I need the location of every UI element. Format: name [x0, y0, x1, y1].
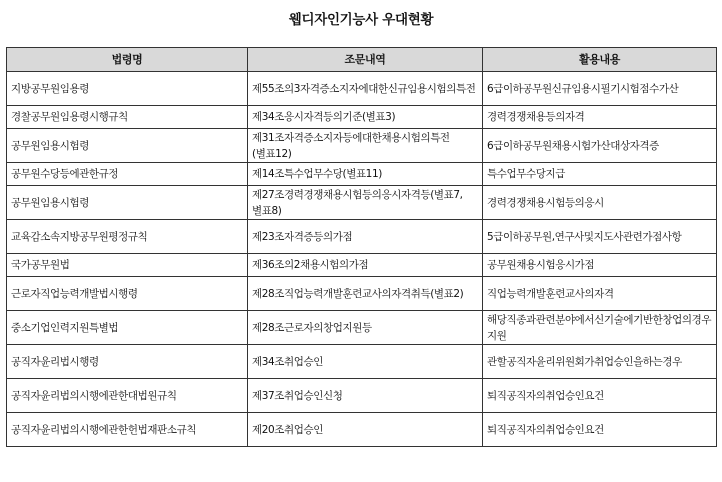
cell-law-name: 공무원임용시험령 — [7, 186, 248, 220]
cell-usage: 직업능력개발훈련교사의자격 — [483, 277, 717, 311]
cell-usage: 관할공직자윤리위원회가취업승인을하는경우 — [483, 345, 717, 379]
table-row — [7, 72, 717, 106]
table-row — [7, 129, 717, 163]
cell-usage: 경력경쟁채용시험등의응시 — [483, 186, 717, 220]
cell-law-name: 국가공무원법 — [7, 254, 248, 277]
cell-article: 제37조취업승인신청 — [248, 379, 483, 413]
cell-usage: 해당직종과관련분야에서신기술에기반한창업의경우지원 — [483, 311, 717, 345]
cell-law-name: 공직자윤리법의시행에관한헌법재판소규칙 — [7, 413, 248, 447]
table-row — [7, 106, 717, 129]
table-row — [7, 220, 717, 254]
cell-law-name: 교육감소속지방공무원평정규칙 — [7, 220, 248, 254]
cell-law-name: 근로자직업능력개발법시행령 — [7, 277, 248, 311]
cell-usage: 6급이하공무원신규임용시필기시험점수가산 — [483, 72, 717, 106]
benefits-table — [6, 47, 717, 447]
table-row — [7, 379, 717, 413]
table-row — [7, 277, 717, 311]
header-article: 조문내역 — [248, 48, 483, 72]
cell-article: 제34조응시자격등의기준(별표3) — [248, 106, 483, 129]
cell-law-name: 공무원수당등에관한규정 — [7, 163, 248, 186]
table-row — [7, 163, 717, 186]
cell-law-name: 공직자윤리법시행령 — [7, 345, 248, 379]
cell-usage: 특수업무수당지급 — [483, 163, 717, 186]
cell-law-name: 지방공무원임용령 — [7, 72, 248, 106]
table-row — [7, 345, 717, 379]
table-header-row — [7, 48, 717, 72]
cell-article: 제27조경력경쟁채용시험등의응시자격등(별표7,별표8) — [248, 186, 483, 220]
cell-usage: 경력경쟁채용등의자격 — [483, 106, 717, 129]
cell-article: 제23조자격증등의가점 — [248, 220, 483, 254]
document-title: 웹디자인기능사 우대현황 — [288, 12, 434, 28]
table-row — [7, 413, 717, 447]
cell-law-name: 공직자윤리법의시행에관한대법원규칙 — [7, 379, 248, 413]
cell-article: 제36조의2채용시험의가점 — [248, 254, 483, 277]
cell-law-name: 경찰공무원임용령시행규칙 — [7, 106, 248, 129]
header-usage: 활용내용 — [483, 48, 717, 72]
cell-article: 제31조자격증소지자등에대한채용시험의특전(별표12) — [248, 129, 483, 163]
cell-article: 제28조근로자의창업지원등 — [248, 311, 483, 345]
cell-law-name: 중소기업인력지원특별법 — [7, 311, 248, 345]
table-row — [7, 186, 717, 220]
cell-article: 제14조특수업무수당(별표11) — [248, 163, 483, 186]
table-row — [7, 254, 717, 277]
cell-usage: 5급이하공무원,연구사및지도사관련가점사항 — [483, 220, 717, 254]
cell-article: 제55조의3자격증소지자에대한신규임용시험의특전 — [248, 72, 483, 106]
cell-usage: 6급이하공무원채용시험가산대상자격증 — [483, 129, 717, 163]
cell-article: 제28조직업능력개발훈련교사의자격취득(별표2) — [248, 277, 483, 311]
cell-article: 제20조취업승인 — [248, 413, 483, 447]
cell-usage: 퇴직공직자의취업승인요건 — [483, 379, 717, 413]
cell-usage: 퇴직공직자의취업승인요건 — [483, 413, 717, 447]
header-law-name: 법령명 — [7, 48, 248, 72]
cell-law-name: 공무원임용시험령 — [7, 129, 248, 163]
cell-usage: 공무원채용시험응시가점 — [483, 254, 717, 277]
table-row — [7, 311, 717, 345]
cell-article: 제34조취업승인 — [248, 345, 483, 379]
